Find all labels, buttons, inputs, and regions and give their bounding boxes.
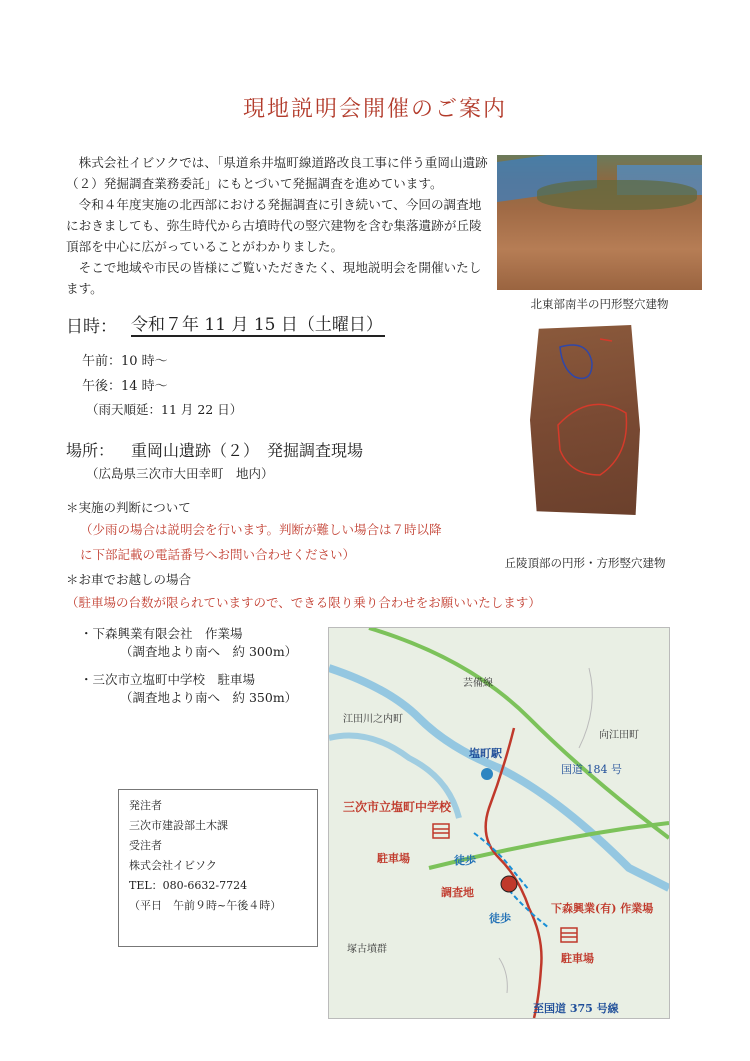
district-label-3: 塚古墳群 [347,944,387,955]
car-heading: ＊お車でお越しの場合 [66,572,192,587]
contact-box [118,789,318,947]
district-label-1: 江田川之内町 [343,714,403,725]
railway-label: 芸備線 [463,678,493,689]
walk-label-1: 徒歩 [454,854,476,867]
parking-2-distance: （調査地より南へ 約 350m） [120,690,298,705]
intro-paragraph-1: 株式会社イビソクでは、「県道糸井塩町線道路改良工事に伴う重岡山遺跡（２）発掘調査業務委託」にもとづいて発掘調査を進めています。 [66,155,488,191]
parking-1-distance: （調査地より南へ 約 300m） [120,644,298,659]
parking-1-name: ・下森興業有限会社 作業場 [80,626,243,641]
contractor-label: 受注者 [129,839,162,852]
contractor: 株式会社イビソク [129,859,217,872]
afternoon-session: 午後：14 時～ [82,379,168,394]
district-label-2: 向江田町 [599,730,639,741]
judgment-note-line-2: に下部記載の電話番号へお問い合わせください） [80,547,356,562]
datetime-label: 日時： [66,317,117,337]
school-label: 三次市立塩町中学校 [343,800,452,814]
parking-label-company: 駐車場 [561,952,594,965]
company-label: 下森興業(有) 作業場 [551,902,654,915]
judgment-heading: ＊実施の判断について [66,500,191,515]
location-map [328,627,670,1019]
datetime-value: 令和７年 11 月 15 日（土曜日） [131,310,385,337]
parking-label-school: 駐車場 [377,852,410,865]
grass-patch [537,180,697,210]
pit-outlines [530,325,640,515]
site-label: 調査地 [441,886,474,899]
intro-paragraph-2: 令和４年度実施の北西部における発掘調査に引き続いて、今回の調査地におきましても、弥生時代から古墳時代の竪穴建物を含む集落遺跡が丘陵頂部を中心に広がっていることがわかりました。 [66,197,482,254]
rain-postponement: （雨天順延：11 月 22 日） [86,402,243,417]
judgment-note-line-1: （少雨の場合は説明会を行います。判断が難しい場合は７時以降 [80,522,442,537]
route-184-label: 国道 184 号 [561,763,622,776]
station-label: 塩町駅 [469,747,502,760]
place-label: 場所： [66,441,115,460]
intro-paragraph-3: そこで地域や市民の皆様にご覧いただきたく、現地説明会を開催いたします。 [66,260,482,296]
route-375-label: 至国道 375 号線 [533,1002,619,1015]
photo-caption-1: 北東部南半の円形竪穴建物 [530,297,669,311]
orderer-label: 発注者 [129,799,162,812]
page-title: 現地説明会開催のご案内 [242,97,507,122]
place-value: 重岡山遺跡（２） 発掘調査現場 [131,441,364,460]
car-note: （駐車場の台数が限られていますので、できる限り乗り合わせをお願いいたします） [66,595,541,610]
place-address: （広島県三次市大田幸町 地内） [86,466,274,481]
contact-hours: （平日 午前９時~午後４時） [129,899,282,912]
phone-number: TEL：080-6632-7724 [129,879,248,892]
orderer: 三次市建設部土木課 [129,819,228,832]
excavation-photo-northeast [497,155,702,290]
map-graphic [329,628,669,1018]
walk-label-2: 徒歩 [489,912,511,925]
photo-caption-2: 丘陵頂部の円形・方形竪穴建物 [504,556,666,570]
morning-session: 午前：10 時～ [82,354,168,369]
excavation-photo-hilltop [530,325,640,515]
parking-2-name: ・三次市立塩町中学校 駐車場 [80,672,256,687]
